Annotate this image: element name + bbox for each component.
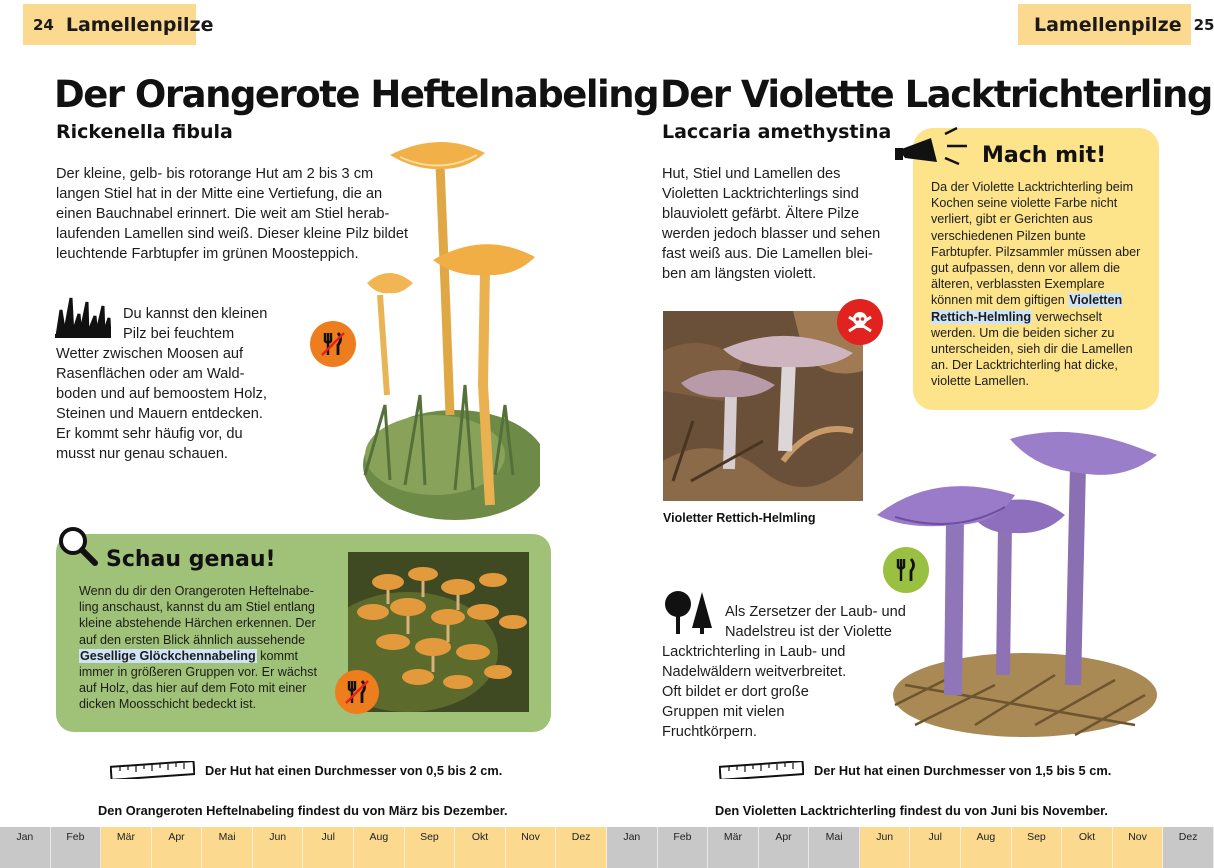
section-label: Lamellenpilze <box>1034 13 1182 36</box>
page-title: Der Orangerote Heftelnabeling <box>54 73 659 116</box>
month-cell: Sep <box>405 827 456 868</box>
month-cell: Dez <box>1163 827 1214 868</box>
month-cell: Jul <box>303 827 354 868</box>
month-cell: Mär <box>708 827 759 868</box>
month-cell: Feb <box>658 827 709 868</box>
trees-icon <box>662 590 714 634</box>
habitat-line-1: Als Zersetzer der Laub- und <box>725 604 906 620</box>
month-cell: Mai <box>809 827 860 868</box>
section-label: Lamellenpilze <box>65 13 214 36</box>
grass-icon <box>55 296 111 338</box>
month-cell: Nov <box>506 827 557 868</box>
box-text-before: Da der Violette Lacktrichterling beim Kochen seine violette Farbe nicht verliert, gibt er Gerichten aus verschiedenen Pilzen bunte Farbtupfer. Pilzsammler müssen aber gut aufpassen, denn vor allem die älteren, verblassten Exemplare können mit dem giftigen <box>931 180 1141 308</box>
latin-name: Rickenella fibula <box>56 121 233 143</box>
month-bar-right <box>607 827 1214 868</box>
inedible-badge-icon <box>335 670 379 714</box>
box-text-after: kommt immer in größeren Gruppen vor. Er wächst auf Holz, das hier auf dem Foto mit einer dicken Moosschicht bedeckt ist. <box>79 648 317 712</box>
habitat-paragraph: Lacktrichterling in Laub- und Nadelwäldern weitverbreitet. Oft bildet er dort große Gruppen mit vielen Fruchtkörpern. <box>662 644 847 740</box>
month-cell: Jan <box>607 827 658 868</box>
box-text <box>931 179 1141 390</box>
box-text-after: verwechselt werden. Um die beiden sicher zu unterscheiden, sieh dir die Lamellen an. Der Lacktrichterling hat dicke, violette Lamellen. <box>931 309 1133 389</box>
month-cell: Aug <box>354 827 405 868</box>
magnifier-icon <box>56 525 98 567</box>
page-number: 24 <box>33 15 54 34</box>
month-cell: Jun <box>860 827 911 868</box>
habitat-line-1: Du kannst den kleinen <box>123 306 268 322</box>
habitat-line-2: Pilz bei feuchtem <box>123 326 235 342</box>
violet-mushroom-illustration <box>875 425 1160 750</box>
habitat-line-2: Nadelstreu ist der Violette <box>725 624 892 640</box>
month-cell: Nov <box>1113 827 1164 868</box>
ruler-icon <box>719 761 804 779</box>
month-cell: Aug <box>961 827 1012 868</box>
month-bar-left <box>0 827 607 868</box>
page-header-left <box>23 4 214 45</box>
season-text: Den Orangeroten Heftelnabeling findest du von März bis Dezember. <box>98 803 508 818</box>
poison-skull-icon <box>837 299 883 345</box>
box-heading: Schau genau! <box>106 547 276 572</box>
size-text: Der Hut hat einen Durchmesser von 0,5 bis 2 cm. <box>205 763 503 778</box>
month-cell: Okt <box>1062 827 1113 868</box>
month-cell: Mai <box>202 827 253 868</box>
size-text: Der Hut hat einen Durchmesser von 1,5 bis 5 cm. <box>814 763 1112 778</box>
box-highlight: Violetten Rettich-Helmling <box>931 293 1123 324</box>
habitat-paragraph: Wetter zwischen Moosen auf Rasenflächen oder am Wald- boden und auf bemoostem Holz, Steinen und Mauern entdecken. Er kommt sehr häufig vor, du musst nur genau schauen. <box>56 346 267 462</box>
box-text-before: Wenn du dir den Orangeroten Heftelnabe- ling anschaust, kannst du am Stiel entlang kleine abstehende Härchen erkennen. Der auf den ersten Blick ähnlich aussehende <box>79 584 316 647</box>
month-cell: Dez <box>556 827 607 868</box>
month-cell: Jul <box>910 827 961 868</box>
month-cell: Sep <box>1012 827 1063 868</box>
box-highlight: Gesellige Glöckchennabeling <box>80 648 256 663</box>
page-title: Der Violette Lacktrichterling <box>660 73 1212 116</box>
month-cell: Apr <box>152 827 203 868</box>
orange-mushroom-illustration <box>345 135 540 525</box>
ruler-icon <box>110 761 195 779</box>
box-heading: Mach mit! <box>982 143 1107 168</box>
month-cell: Apr <box>759 827 810 868</box>
page-header-right <box>1018 4 1214 45</box>
month-cell: Mär <box>101 827 152 868</box>
season-text: Den Violetten Lacktrichterling findest du von Juni bis November. <box>715 803 1108 818</box>
month-cell: Feb <box>51 827 102 868</box>
rettich-helmling-photo <box>663 311 863 501</box>
month-cell: Okt <box>455 827 506 868</box>
box-text <box>79 583 331 713</box>
month-cell: Jun <box>253 827 304 868</box>
intro-paragraph: Der kleine, gelb- bis rotorange Hut am 2 bis 3 cm langen Stiel hat in der Mitte eine Vertiefung, die an einen Bauchnabel erinnert. Die weit am Stiel herab- laufenden Lamellen sind weiß. Dieser kleine Pilz bildet leuchtende Farbtupfer im grünen Moosteppich. <box>56 166 409 262</box>
page-number: 25 <box>1193 15 1214 34</box>
month-cell: Jan <box>0 827 51 868</box>
latin-name: Laccaria amethystina <box>662 121 892 143</box>
megaphone-icon <box>895 126 975 170</box>
intro-paragraph: Hut, Stiel und Lamellen des Violetten Lacktrichterlings sind blauviolett gefärbt. Ältere Pilze werden jedoch blasser und sehen fast weiß aus. Die Lamellen blei- ben am längsten violett. <box>662 166 881 282</box>
photo-caption: Violetter Rettich-Helmling <box>663 511 816 525</box>
